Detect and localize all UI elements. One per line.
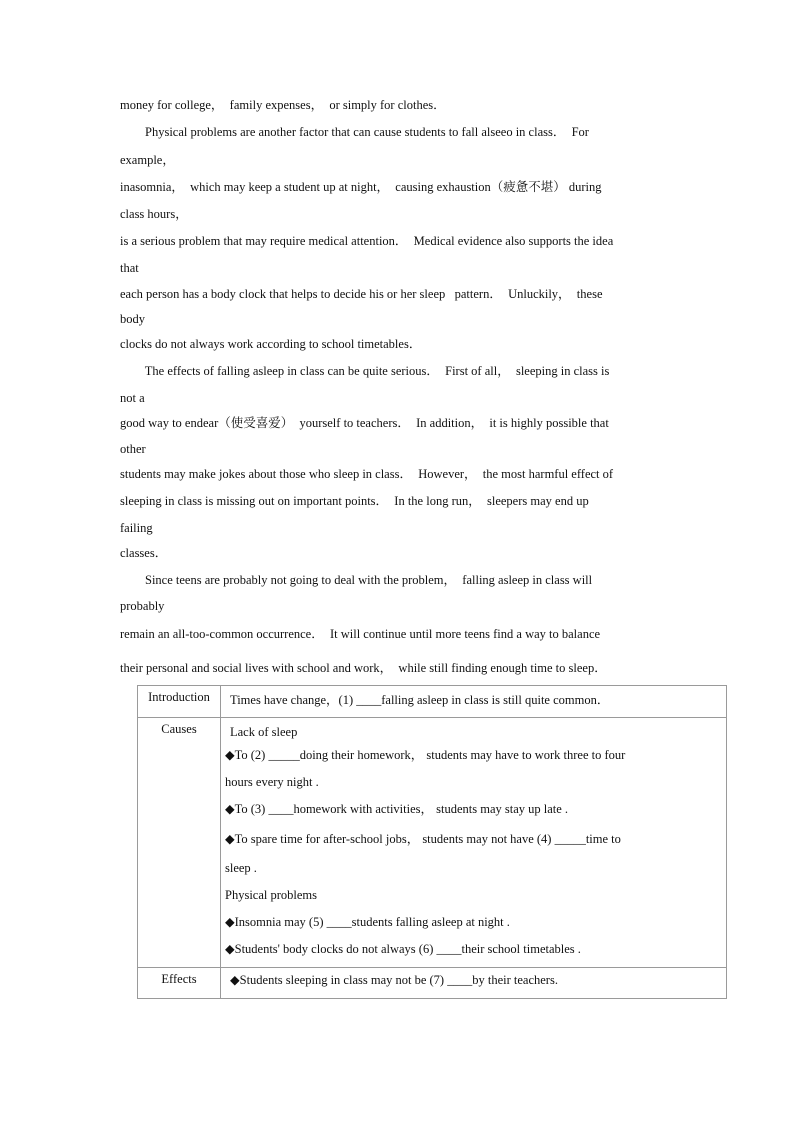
passage-line: body	[120, 312, 145, 326]
effects-text: ◆Students sleeping in class may not be (7) ____by their teachers.	[221, 968, 727, 999]
causes-line: ◆To spare time for after-school jobs， students may not have (4) _____time to	[225, 832, 621, 846]
passage-line: The effects of falling asleep in class can be quite serious． First of all， sleeping in class is	[120, 364, 610, 378]
passage-line: Physical problems are another factor that can cause students to fall alseeo in class． For	[120, 125, 589, 139]
causes-line: ◆Students' body clocks do not always (6) ____their school timetables .	[225, 942, 581, 956]
passage-line: sleeping in class is missing out on important points． In the long run， sleepers may end up	[120, 494, 589, 508]
table-row-causes	[138, 718, 727, 968]
passage-line: other	[120, 442, 146, 456]
causes-line: Lack of sleep	[230, 725, 298, 739]
causes-content	[221, 718, 727, 968]
passage-line: each person has a body clock that helps to decide his or her sleep pattern． Unluckily， these	[120, 287, 603, 301]
introduction-text: Times have change，(1) ____falling asleep in class is still quite common．	[221, 686, 727, 718]
causes-line: Physical problems	[225, 888, 318, 902]
row-label-introduction: Introduction	[138, 686, 221, 718]
passage-line: example，	[120, 153, 175, 167]
passage-line: clocks do not always work according to school timetables．	[120, 337, 422, 351]
summary-table	[137, 685, 727, 999]
passage-line: classes．	[120, 546, 168, 560]
causes-line: ◆Insomnia may (5) ____students falling asleep at night .	[225, 915, 510, 929]
causes-line-text: ◆To (2) _____doing their homework， students may have to work three to four	[225, 748, 626, 762]
passage-line: class hours，	[120, 207, 188, 221]
passage-line: good way to endear（使受喜爱） yourself to teachers． In addition， it is highly possible that	[120, 416, 609, 430]
row-label-effects: Effects	[138, 968, 221, 999]
causes-line	[225, 742, 724, 769]
passage-line: Since teens are probably not going to deal with the problem， falling asleep in class will	[120, 573, 593, 587]
causes-line: hours every night .	[225, 775, 319, 789]
passage-line: money for college， family expenses， or simply for clothes．	[120, 98, 446, 112]
passage-line: is a serious problem that may require medical attention． Medical evidence also supports the idea	[120, 234, 614, 248]
passage-line: probably	[120, 599, 165, 613]
passage-line: that	[120, 261, 139, 275]
passage-line: inasomnia， which may keep a student up at night， causing exhaustion（疲惫不堪） during	[120, 180, 602, 194]
table-row-introduction	[138, 686, 727, 718]
passage-line: remain an all-too-common occurrence． It will continue until more teens find a way to balance	[120, 627, 601, 641]
row-label-causes: Causes	[138, 718, 221, 968]
passage-line: their personal and social lives with school and work， while still finding enough time to sleep．	[120, 661, 607, 675]
causes-line: sleep .	[225, 861, 257, 875]
passage-line: students may make jokes about those who sleep in class． However， the most harmful effect of	[120, 467, 614, 481]
passage-line: failing	[120, 521, 153, 535]
table-row-effects	[138, 968, 727, 999]
causes-line: ◆To (3) ____homework with activities， students may stay up late .	[225, 802, 569, 816]
passage-line: not a	[120, 391, 145, 405]
